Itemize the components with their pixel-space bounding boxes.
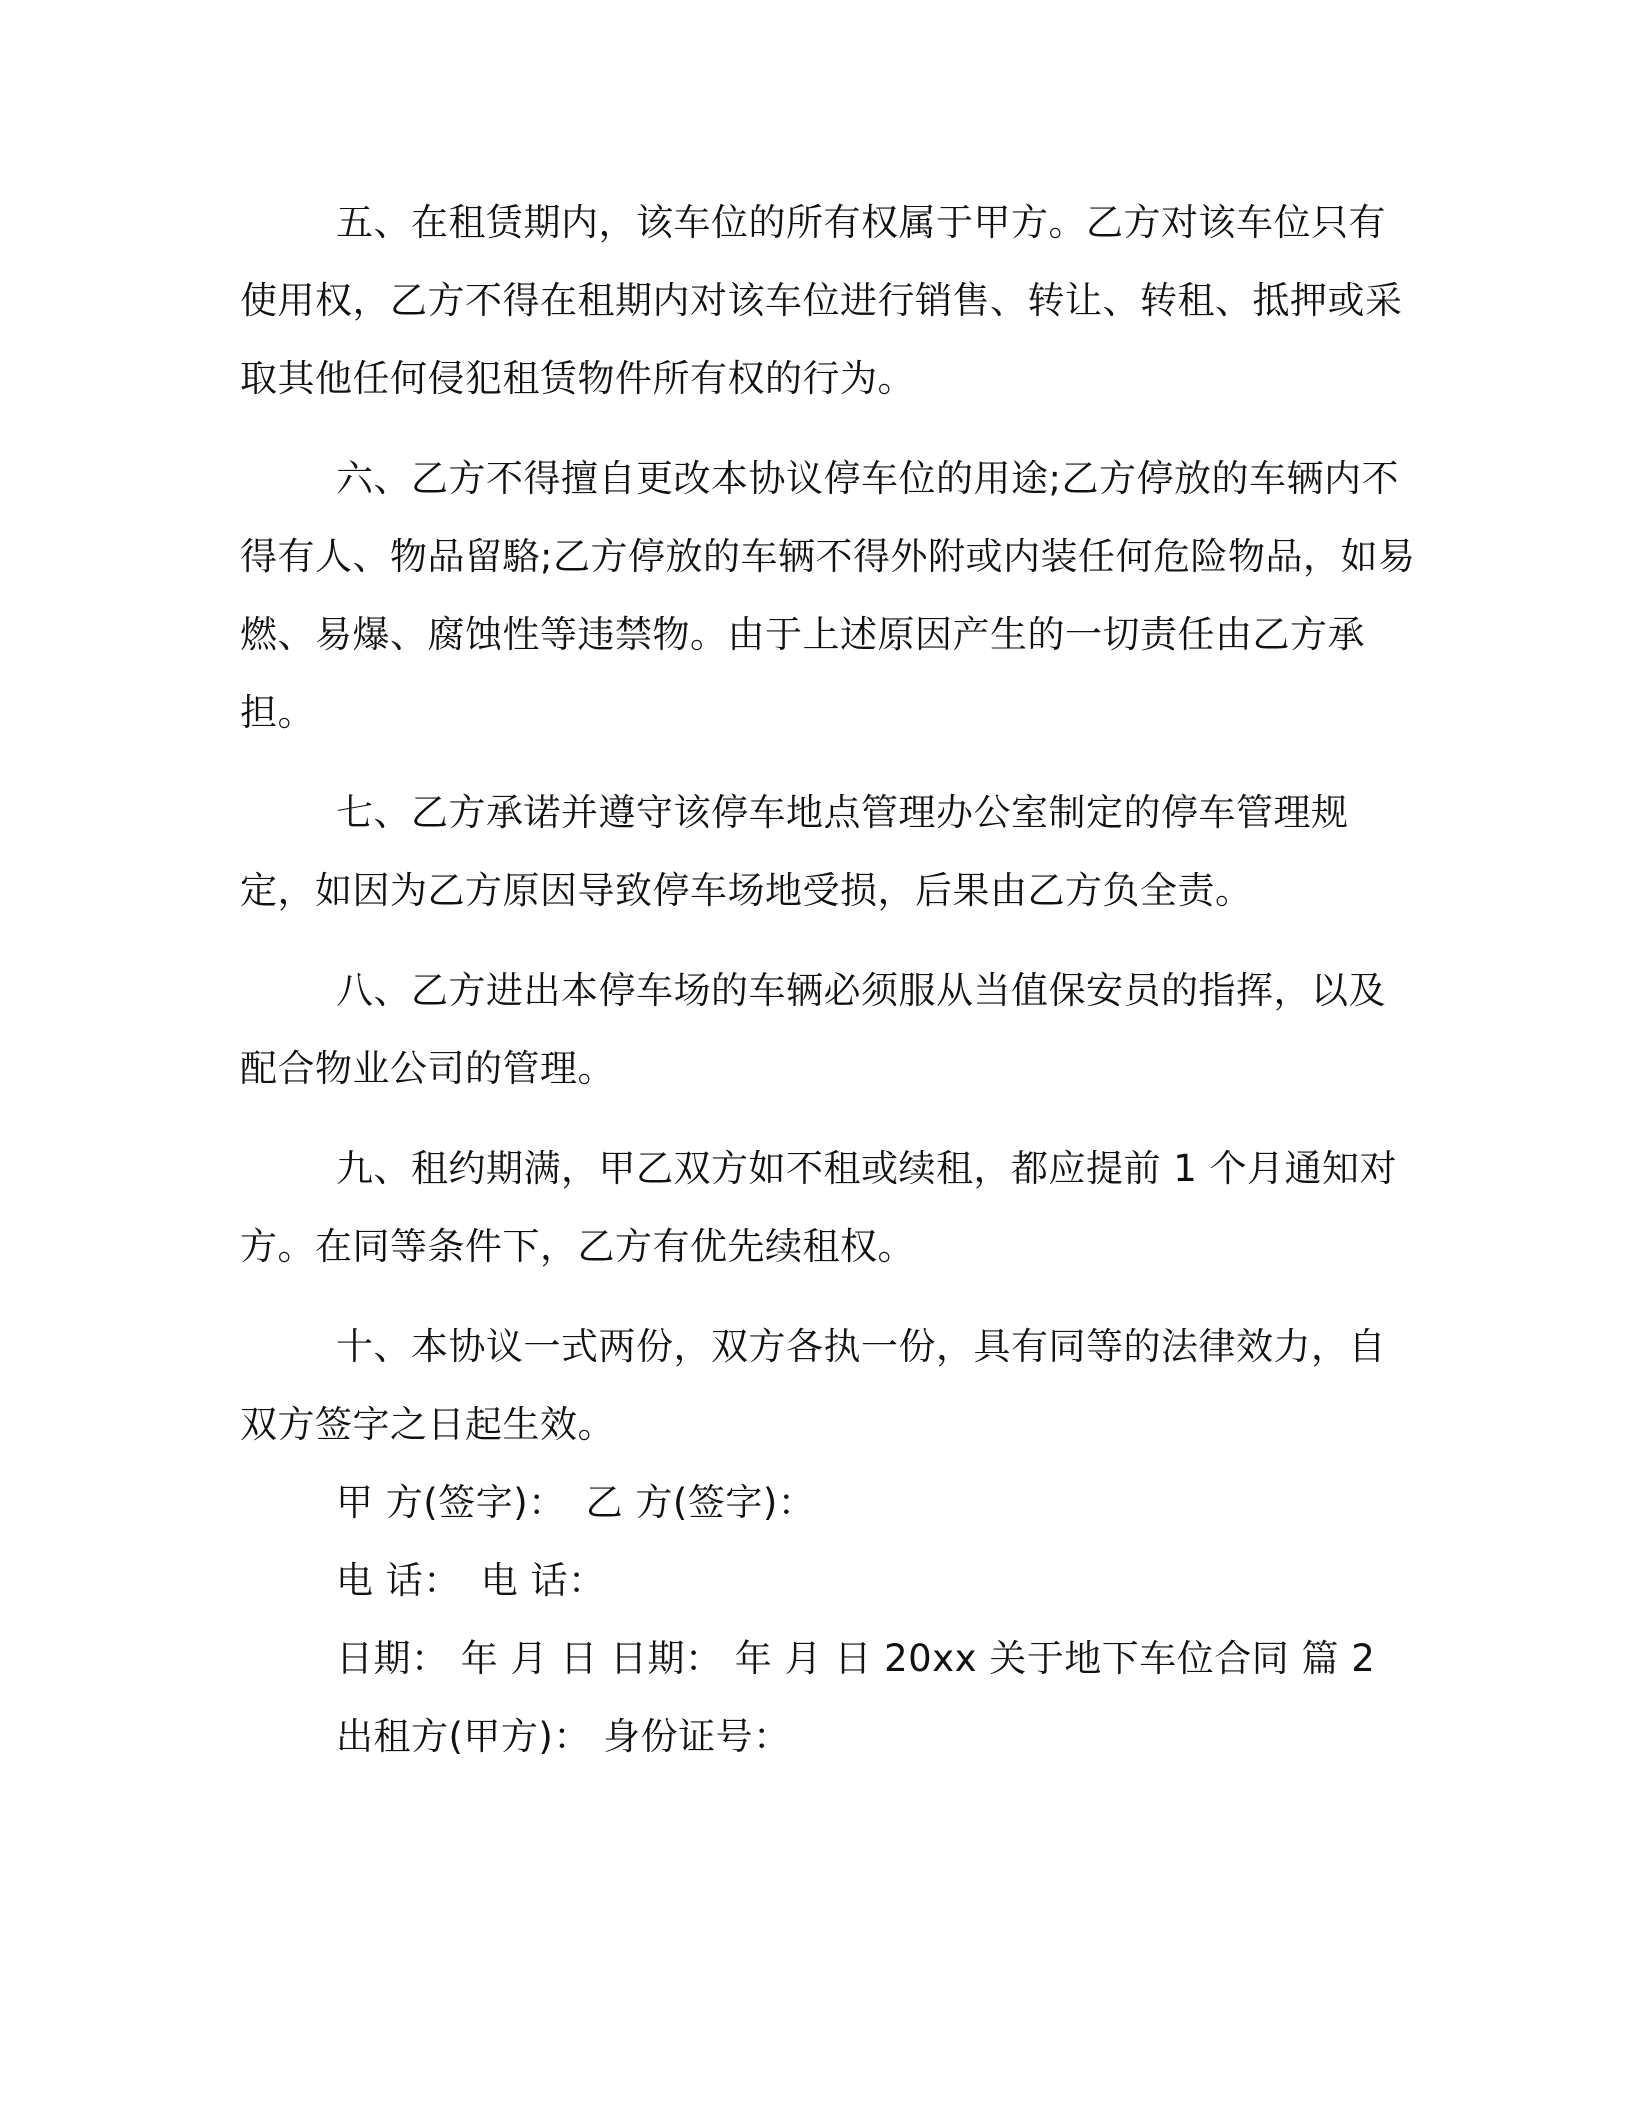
clause-5: 五、在租赁期内，该车位的所有权属于甲方。乙方对该车位只有使用权，乙方不得在租期内对该车位进行销售、转让、转租、抵押或采取其他任何侵犯租赁物件所有权的行为。 [240, 201, 1403, 400]
party-b-signature-label: 乙 方(签字)： [585, 1481, 816, 1524]
lessor-line: 出租方(甲方)： 身份证号： [336, 1715, 791, 1758]
document-body [240, 184, 1420, 1776]
signature-line [240, 1464, 1420, 1542]
party-a-phone-label: 电 话： [336, 1559, 461, 1602]
phone-line [240, 1542, 1420, 1620]
clause-10: 十、本协议一式两份，双方各执一份，具有同等的法律效力，自双方签字之日起生效。 [240, 1325, 1386, 1446]
clause-6: 六、乙方不得擅自更改本协议停车位的用途;乙方停放的车辆内不得有人、物品留駱;乙方停放的车辆不得外附或内装任何危险物品，如易燃、易爆、腐蚀性等违禁物。由于上述原因产生的一切责任由乙方承担。 [240, 457, 1416, 734]
clause-7: 七、乙方承诺并遵守该停车地点管理办公室制定的停车管理规定，如因为乙方原因导致停车场地受损，后果由乙方负全责。 [240, 791, 1349, 912]
party-a-signature-label: 甲 方(签字)： [336, 1481, 566, 1524]
clause-9: 九、租约期满，甲乙双方如不租或续租，都应提前 1 个月通知对方。在同等条件下，乙方有优先续租权。 [240, 1147, 1398, 1268]
date-line: 日期： 年 月 日 日期： 年 月 日 20xx 关于地下车位合同 篇 2 [336, 1637, 1376, 1680]
party-b-phone-label: 电 话： [480, 1559, 606, 1602]
clause-8: 八、乙方进出本停车场的车辆必须服从当值保安员的指挥，以及配合物业公司的管理。 [240, 969, 1386, 1090]
